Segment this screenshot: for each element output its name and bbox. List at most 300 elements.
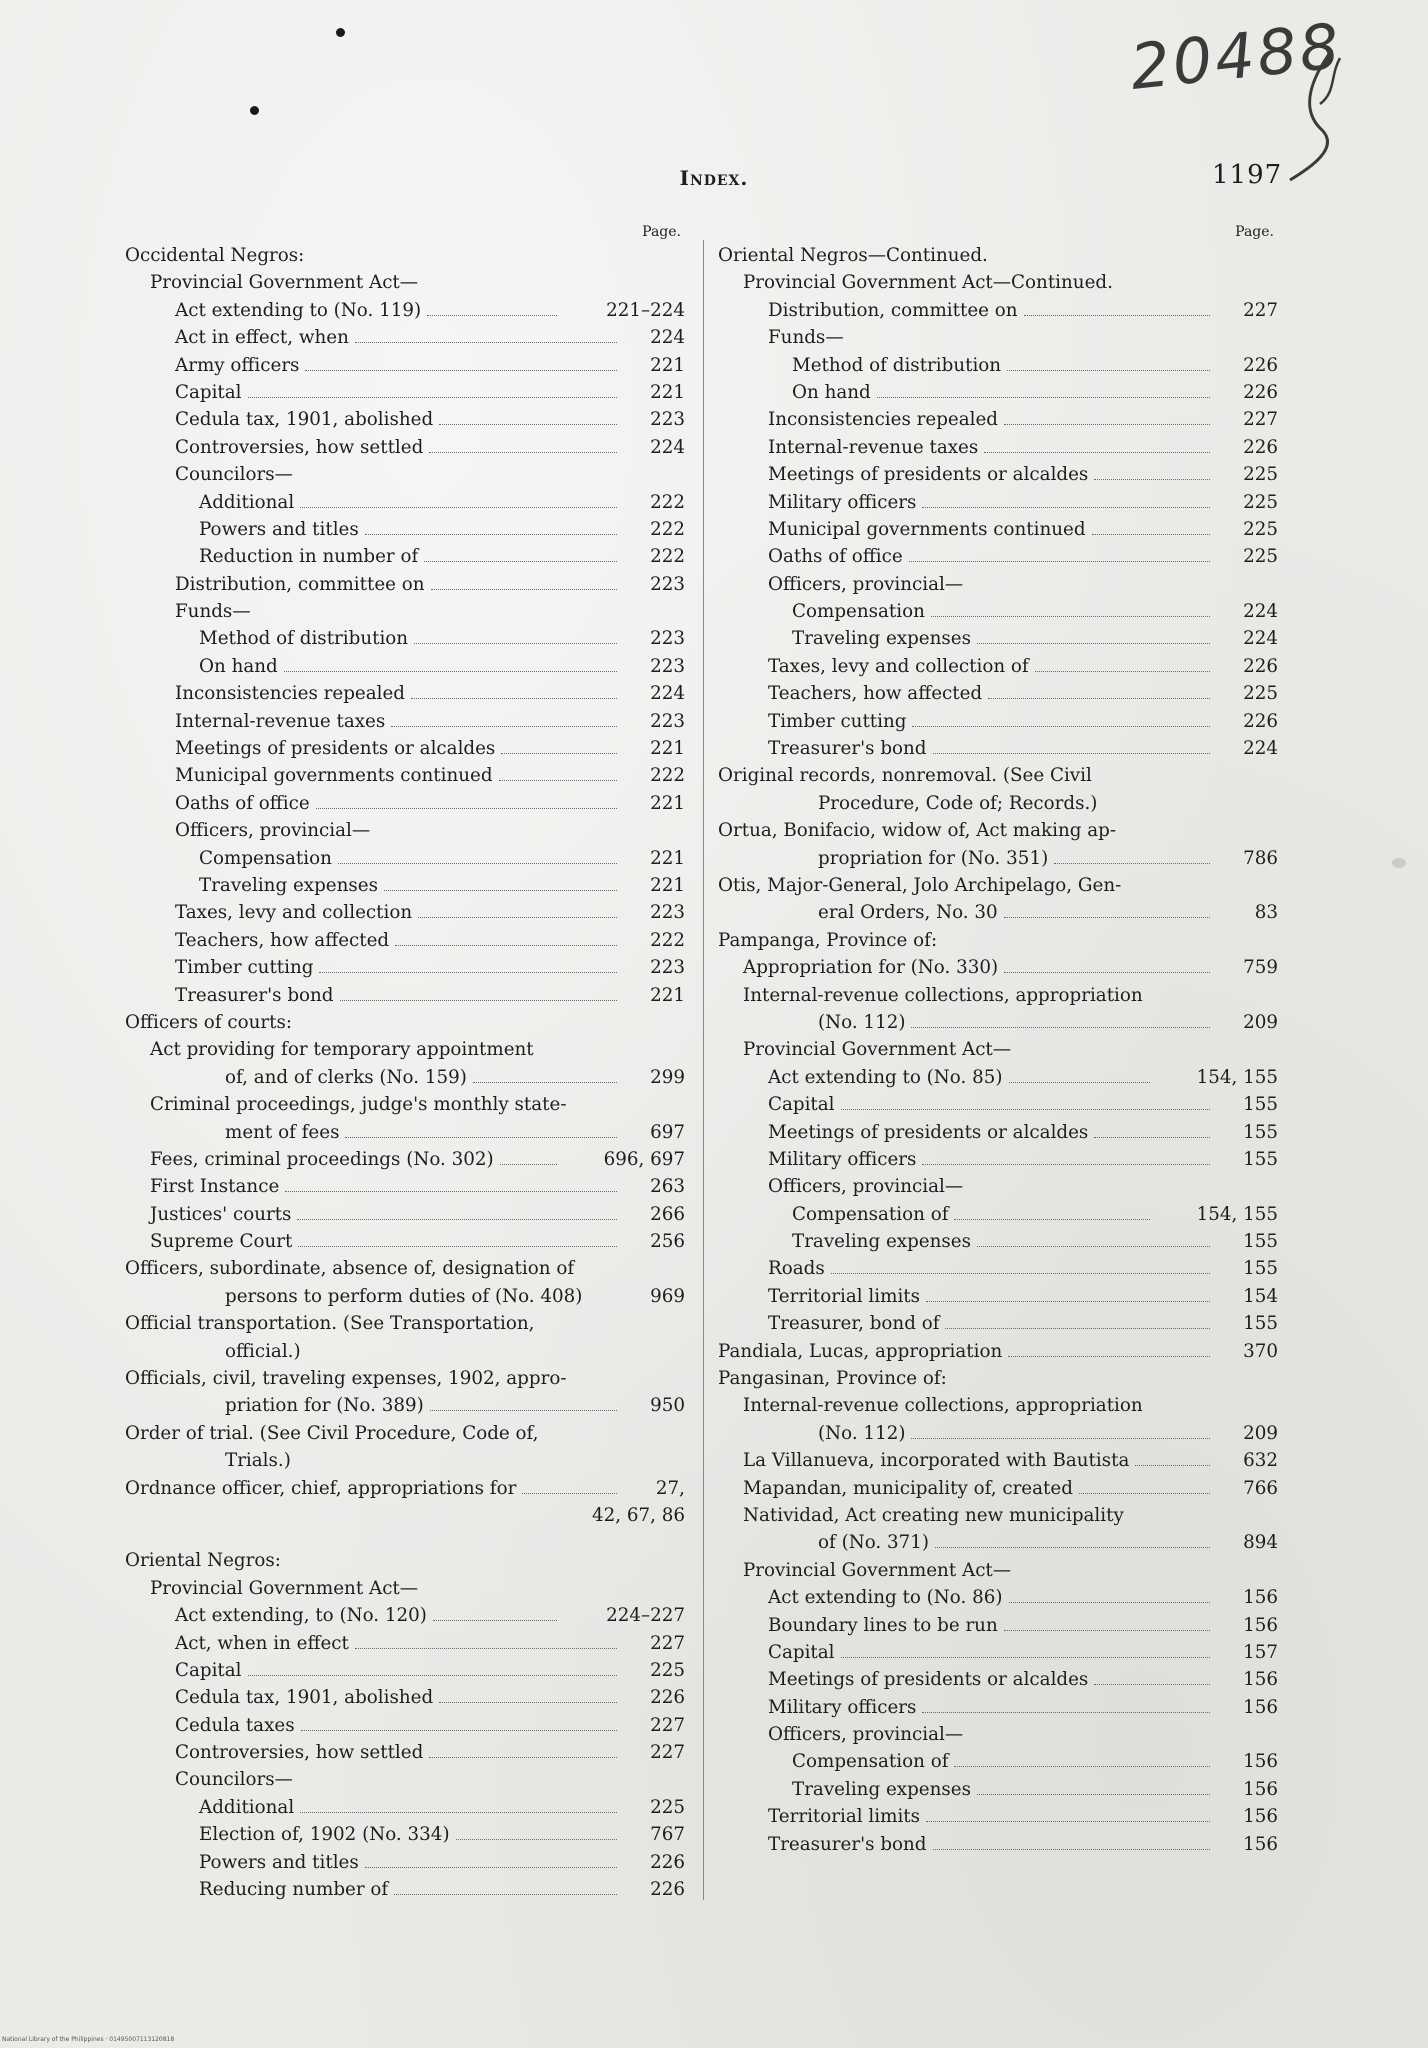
index-entry-text: Treasurer's bond	[768, 1833, 927, 1855]
index-entry-line: Otis, Major-General, Jolo Archipelago, Gen-	[718, 874, 1122, 896]
index-page-ref: 223	[650, 655, 685, 677]
index-entry	[125, 324, 685, 351]
index-entry-text: Traveling expenses	[792, 1778, 971, 1800]
index-entry-line: Original records, nonremoval. (See Civil	[718, 765, 1092, 787]
index-entry	[125, 762, 685, 789]
dot-leader	[926, 1301, 1210, 1302]
index-page-ref: 156	[1243, 1696, 1278, 1718]
dot-leader	[305, 370, 617, 371]
dot-leader	[841, 1109, 1210, 1110]
dot-leader	[977, 1794, 1210, 1795]
index-entry: Distribution, committee on 223	[175, 573, 685, 595]
dot-leader	[365, 1867, 617, 1868]
index-page-ref: 227	[1243, 409, 1278, 431]
index-page-ref: 154	[1243, 1285, 1278, 1307]
index-heading: Officers of courts:	[125, 1011, 293, 1033]
dot-leader	[1004, 1630, 1210, 1631]
index-entry-text: Election of, 1902 (No. 334)	[199, 1824, 450, 1846]
archive-note: National Library of the Philippines · 01495007113120818	[2, 2036, 175, 2043]
index-page-ref: 225	[650, 1796, 685, 1818]
index-entry-line: Official transportation. (See Transportation,	[125, 1313, 535, 1335]
index-entry-text: Act extending to (No. 86)	[768, 1587, 1003, 1609]
index-entry-text: Military officers	[768, 1696, 917, 1718]
index-entry	[718, 1831, 1278, 1858]
dot-leader	[411, 698, 617, 699]
dot-leader	[394, 1894, 617, 1895]
dot-leader	[319, 972, 617, 973]
index-entry-text: Method of distribution	[792, 354, 1002, 376]
index-page-ref: 223	[650, 957, 685, 979]
dot-leader	[841, 1657, 1210, 1658]
index-entry	[125, 379, 685, 406]
index-entry	[125, 1849, 685, 1876]
index-heading: Pampanga, Province of:	[718, 929, 938, 951]
index-entry	[125, 1794, 685, 1821]
index-entry-text: Act in effect, when	[175, 327, 349, 349]
dot-leader	[439, 1702, 617, 1703]
index-page-ref: 156	[1243, 1806, 1278, 1828]
index-page-ref: 222	[650, 546, 685, 568]
dot-leader	[1004, 424, 1210, 425]
dot-leader	[933, 753, 1210, 754]
dot-leader	[984, 452, 1210, 453]
index-entry-text: Treasurer's bond	[768, 738, 927, 760]
smudge	[1392, 858, 1406, 868]
dot-leader	[1094, 479, 1210, 480]
dot-leader	[439, 424, 617, 425]
index-subheading: Provincial Government Act—	[743, 1559, 1012, 1581]
index-page-ref: 222	[650, 765, 685, 787]
index-entry-text: On hand	[792, 381, 871, 403]
index-entry	[125, 625, 685, 652]
index-page-ref: 225	[1243, 518, 1278, 540]
index-page-ref: 221	[650, 354, 685, 376]
index-entry	[718, 1228, 1278, 1255]
index-entry-text: Fees, criminal proceedings (No. 302)	[150, 1148, 494, 1170]
index-entry-text: Additional	[199, 1796, 295, 1818]
index-entry-text: Compensation	[792, 601, 925, 623]
index-page-ref: 221	[650, 847, 685, 869]
index-entry-text: On hand	[199, 655, 278, 677]
index-subheading: Officers, provincial—	[175, 820, 371, 842]
index-entry	[125, 1201, 685, 1228]
index-heading: Pangasinan, Province of:	[718, 1368, 947, 1390]
index-entry-line: Act providing for temporary appointment	[150, 1039, 534, 1061]
index-entry-text: Boundary lines to be run	[768, 1614, 998, 1636]
index-page-ref: 155	[1243, 1148, 1278, 1170]
index-entry	[125, 954, 685, 981]
dot-leader	[429, 452, 617, 453]
handwritten-number: 20488	[1126, 9, 1346, 104]
dot-leader	[912, 726, 1210, 727]
index-entry-text: Additional	[199, 491, 295, 513]
index-entry	[718, 1694, 1278, 1721]
dot-leader	[414, 643, 617, 644]
index-page-ref: 221	[650, 984, 685, 1006]
index-entry-line: Officials, civil, traveling expenses, 1902, appro-	[125, 1368, 567, 1390]
index-entry	[718, 653, 1278, 680]
page-number: 1197	[1212, 160, 1283, 190]
index-entry	[718, 1255, 1278, 1282]
index-entry	[718, 352, 1278, 379]
dot-leader	[424, 561, 617, 562]
index-page-ref: 223	[650, 409, 685, 431]
index-page-ref: 227	[650, 1742, 685, 1764]
dot-leader	[301, 1730, 617, 1731]
dot-leader	[1094, 1684, 1210, 1685]
index-entry	[125, 872, 685, 899]
dot-leader	[284, 671, 617, 672]
index-entry-text: Territorial limits	[768, 1806, 921, 1828]
index-entry-text: Compensation	[199, 847, 332, 869]
dot-leader	[831, 1273, 1210, 1274]
index-entry-text: Oaths of office	[175, 792, 310, 814]
index-entry-text: Meetings of presidents or alcaldes	[768, 1121, 1089, 1143]
dot-leader	[384, 890, 617, 891]
index-entry-text: Controversies, how settled	[175, 1742, 424, 1764]
dot-leader	[931, 616, 1210, 617]
index-page-ref: 154, 155	[1196, 1203, 1278, 1225]
index-entry-text: Meetings of presidents or alcaldes	[175, 738, 496, 760]
index-entry	[718, 1748, 1278, 1775]
index-entry-text: Army officers	[175, 354, 300, 376]
index-entry-text: Traveling expenses	[792, 628, 971, 650]
index-entry	[718, 516, 1278, 543]
index-entry	[718, 1283, 1278, 1310]
index-entry: (No. 112) 209	[818, 1422, 1278, 1444]
index-subheading: Provincial Government Act—Continued.	[743, 272, 1113, 294]
index-page-ref: 155	[1243, 1258, 1278, 1280]
index-entry-text: Capital	[768, 1641, 835, 1663]
index-entry: eral Orders, No. 30 83	[818, 902, 1278, 924]
index-subheading: Officers, provincial—	[768, 573, 964, 595]
page-column-label: Page.	[642, 224, 681, 240]
index-entry-text: Treasurer's bond	[175, 984, 334, 1006]
index-entry	[125, 543, 685, 570]
dot-leader	[297, 1219, 617, 1220]
index-entry	[718, 598, 1278, 625]
index-entry: persons to perform duties of (No. 408) 969	[225, 1285, 685, 1307]
dot-leader	[988, 698, 1210, 699]
index-entry	[718, 406, 1278, 433]
index-entry	[125, 708, 685, 735]
index-entry-text: Military officers	[768, 491, 917, 513]
index-page-ref: 155	[1243, 1313, 1278, 1335]
index-entry	[718, 1776, 1278, 1803]
index-page-ref: 156	[1243, 1778, 1278, 1800]
index-entry-text: Cedula taxes	[175, 1714, 295, 1736]
index-entry	[125, 1712, 685, 1739]
index-entry	[125, 790, 685, 817]
index-page-ref: 226	[1243, 436, 1278, 458]
dot-leader	[922, 1164, 1210, 1165]
index-entry	[125, 352, 685, 379]
index-page-ref: 157	[1243, 1641, 1278, 1663]
index-entry: of (No. 371) 894	[818, 1532, 1278, 1554]
dot-leader	[909, 561, 1210, 562]
index-entry-text: Inconsistencies repealed	[175, 683, 406, 705]
index-entry-text: Teachers, how affected	[768, 683, 983, 705]
index-entry-text: Act extending, to (No. 120)	[175, 1605, 427, 1627]
dot-leader	[395, 945, 617, 946]
index-subheading: Provincial Government Act—	[150, 1577, 419, 1599]
index-entry	[718, 708, 1278, 735]
index-page-ref: 222	[650, 929, 685, 951]
index-subheading: Funds—	[175, 601, 251, 623]
index-entry-line: Criminal proceedings, judge's monthly state-	[150, 1094, 567, 1116]
index-entry-text: Meetings of presidents or alcaldes	[768, 464, 1089, 486]
index-entry-text: Municipal governments continued	[175, 765, 493, 787]
dot-leader	[285, 1191, 617, 1192]
dot-leader	[954, 1219, 1150, 1220]
index-entry-text: Timber cutting	[768, 710, 907, 732]
index-entry	[718, 1119, 1278, 1146]
index-page-ref: 226	[650, 1851, 685, 1873]
index-entry: propriation for (No. 351) 786	[818, 847, 1278, 869]
dot-leader	[1094, 1137, 1210, 1138]
index-page-ref: 225	[1243, 683, 1278, 705]
index-page-ref: 266	[650, 1203, 685, 1225]
index-entry	[718, 1666, 1278, 1693]
index-entry	[718, 543, 1278, 570]
index-page-ref: 226	[1243, 354, 1278, 376]
index-entry: ment of fees 697	[225, 1121, 685, 1143]
index-page-ref: 223	[650, 902, 685, 924]
index-page-ref: 224–227	[606, 1605, 685, 1627]
index-entry-text: Taxes, levy and collection	[175, 902, 413, 924]
index-entry-text: Oaths of office	[768, 546, 903, 568]
index-page-ref: 221	[650, 738, 685, 760]
index-page-ref: 224	[650, 683, 685, 705]
index-page-ref: 227	[650, 1714, 685, 1736]
column-divider	[703, 240, 704, 1900]
dot-leader	[977, 643, 1210, 644]
index-entry: priation for (No. 389) 950	[225, 1395, 685, 1417]
dot-leader	[954, 1766, 1210, 1767]
index-entry-text: Inconsistencies repealed	[768, 409, 999, 431]
index-entry	[125, 680, 685, 707]
index-page-ref: 767	[650, 1824, 685, 1846]
index-page-ref: 226	[1243, 381, 1278, 403]
index-page-ref: 222	[650, 491, 685, 513]
index-page-ref: 156	[1243, 1751, 1278, 1773]
dot-leader	[1009, 1082, 1151, 1083]
ink-dot	[336, 28, 345, 37]
index-subheading: Councilors—	[175, 1769, 293, 1791]
dot-leader	[433, 1620, 557, 1621]
dot-leader	[977, 1246, 1210, 1247]
index-entry	[125, 1821, 685, 1848]
index-subheading: Funds—	[768, 327, 844, 349]
dot-leader	[933, 1849, 1210, 1850]
index-entry-text: Powers and titles	[199, 1851, 359, 1873]
index-heading: Oriental Negros:	[125, 1550, 281, 1572]
index-subheading: Officers, provincial—	[768, 1724, 964, 1746]
index-entry-text: Act extending to (No. 85)	[768, 1066, 1003, 1088]
index-entry-text: Teachers, how affected	[175, 929, 390, 951]
index-page-ref: 225	[1243, 464, 1278, 486]
index-page-ref: 42, 67, 86	[591, 1504, 685, 1526]
ink-dot	[250, 106, 259, 115]
index-page-ref: 224	[1243, 628, 1278, 650]
index-entry	[125, 653, 685, 680]
dot-leader	[500, 1164, 557, 1165]
index-page-ref: 221	[650, 792, 685, 814]
index-page-ref: 225	[650, 1659, 685, 1681]
index-entry	[718, 1803, 1278, 1830]
index-entry	[718, 735, 1278, 762]
index-entry: Distribution, committee on 227	[768, 299, 1278, 321]
index-entry-text: Reducing number of	[199, 1879, 389, 1901]
index-entry-line: Procedure, Code of; Records.)	[818, 792, 1098, 814]
index-entry-text: Treasurer, bond of	[768, 1313, 940, 1335]
index-entry	[718, 489, 1278, 516]
index-page-ref: 226	[650, 1879, 685, 1901]
index-entry-text: Capital	[175, 1659, 242, 1681]
index-page-ref: 224	[650, 436, 685, 458]
index-entry	[125, 516, 685, 543]
index-entry: Mapandan, municipality of, created 766	[743, 1477, 1278, 1499]
index-entry-text: Justices' courts	[150, 1203, 292, 1225]
index-entry-text: Capital	[175, 381, 242, 403]
right-column	[718, 222, 1278, 1858]
index-entry-text: Act, when in effect	[175, 1632, 349, 1654]
dot-leader	[300, 507, 617, 508]
index-entry-line: Ortua, Bonifacio, widow of, Act making ap-	[718, 820, 1117, 842]
index-entry-text: Controversies, how settled	[175, 436, 424, 458]
index-entry-text: Reduction in number of	[199, 546, 419, 568]
index-page-ref: 221	[650, 874, 685, 896]
index-entry-text: Act extending to (No. 119)	[175, 299, 422, 321]
index-entry-line: Internal-revenue collections, appropriation	[743, 1395, 1143, 1417]
index-entry-text: Powers and titles	[199, 518, 359, 540]
index-entry	[125, 735, 685, 762]
index-page-ref: 156	[1243, 1587, 1278, 1609]
index-entry-text: Method of distribution	[199, 628, 409, 650]
index-entry-text: Roads	[768, 1258, 825, 1280]
index-entry-text: Military officers	[768, 1148, 917, 1170]
index-page-ref: 222	[650, 518, 685, 540]
index-entry	[125, 899, 685, 926]
index-entry	[125, 1876, 685, 1903]
dot-leader	[429, 1757, 617, 1758]
index-page-ref: 223	[650, 628, 685, 650]
index-entry-line: Officers, subordinate, absence of, designation of	[125, 1258, 575, 1280]
index-subheading: Provincial Government Act—	[150, 272, 419, 294]
index-page-ref: 226	[1243, 710, 1278, 732]
dot-leader	[418, 917, 617, 918]
index-entry	[125, 297, 685, 324]
index-entry-text: First Instance	[150, 1176, 280, 1198]
page-title: Index.	[679, 166, 749, 190]
index-page-ref: 156	[1243, 1669, 1278, 1691]
index-entry	[125, 489, 685, 516]
dot-leader	[248, 1675, 617, 1676]
index-entry-text: Traveling expenses	[199, 874, 378, 896]
index-entry	[718, 1639, 1278, 1666]
dot-leader	[877, 397, 1210, 398]
dot-leader	[300, 1812, 617, 1813]
index-entry	[718, 1584, 1278, 1611]
index-page-ref: 224	[1243, 738, 1278, 760]
index-entry	[125, 1657, 685, 1684]
dot-leader	[1009, 1602, 1211, 1603]
index-entry	[718, 1064, 1278, 1091]
dot-leader	[248, 397, 617, 398]
index-entry	[125, 982, 685, 1009]
index-entry-text: Cedula tax, 1901, abolished	[175, 409, 434, 431]
index-entry	[125, 1630, 685, 1657]
index-entry-text: Compensation of	[792, 1751, 949, 1773]
dot-leader	[340, 1000, 617, 1001]
index-entry-line: Internal-revenue collections, appropriation	[743, 984, 1143, 1006]
index-page-ref: 156	[1243, 1614, 1278, 1636]
index-entry	[718, 625, 1278, 652]
index-entry	[125, 434, 685, 461]
index-entry: Appropriation for (No. 330) 759	[743, 957, 1278, 979]
index-heading: Oriental Negros—Continued.	[718, 245, 988, 266]
index-page-ref: 225	[1243, 491, 1278, 513]
index-entry-text: Municipal governments continued	[768, 518, 1086, 540]
index-entry	[125, 927, 685, 954]
index-entry-text: Meetings of presidents or alcaldes	[768, 1669, 1089, 1691]
index-page-ref: 696, 697	[603, 1148, 685, 1170]
index-entry: Ordnance officer, chief, appropriations for 27,	[125, 1477, 685, 1499]
dot-leader	[922, 1712, 1210, 1713]
page-column-label: Page.	[1235, 224, 1274, 240]
index-page-ref: 225	[1243, 546, 1278, 568]
dot-leader	[355, 342, 617, 343]
index-page-ref: 226	[650, 1687, 685, 1709]
index-page-ref: 155	[1243, 1121, 1278, 1143]
index-entry	[718, 1612, 1278, 1639]
index-entry	[718, 1310, 1278, 1337]
dot-leader	[456, 1839, 617, 1840]
index-entry-text: Capital	[768, 1094, 835, 1116]
index-entry-text: Supreme Court	[150, 1231, 293, 1253]
index-entry-text: Internal-revenue taxes	[175, 710, 386, 732]
dot-leader	[355, 1648, 617, 1649]
index-entry	[125, 1228, 685, 1255]
index-entry	[718, 434, 1278, 461]
index-entry	[718, 1091, 1278, 1118]
index-entry	[125, 1146, 685, 1173]
index-entry-text: Compensation of	[792, 1203, 949, 1225]
dot-leader	[926, 1821, 1210, 1822]
index-entry-line: Order of trial. (See Civil Procedure, Code of,	[125, 1422, 539, 1444]
index-entry	[125, 1739, 685, 1766]
left-column	[125, 222, 685, 1903]
index-page-ref: 155	[1243, 1231, 1278, 1253]
index-page-ref: 227	[650, 1632, 685, 1654]
index-entry	[718, 379, 1278, 406]
index-page-ref: 256	[650, 1231, 685, 1253]
index-entry-text: Taxes, levy and collection of	[768, 655, 1029, 677]
index-page-ref: 156	[1243, 1833, 1278, 1855]
index-entry-line: Trials.)	[225, 1450, 291, 1472]
index-entry-line: official.)	[225, 1340, 301, 1362]
index-page-ref: 263	[650, 1176, 685, 1198]
dot-leader	[1035, 671, 1210, 672]
dot-leader	[427, 315, 557, 316]
index-entry-text: Territorial limits	[768, 1285, 921, 1307]
index-entry: (No. 112) 209	[818, 1011, 1278, 1033]
index-entry-text: Timber cutting	[175, 957, 314, 979]
index-entry-text: Internal-revenue taxes	[768, 436, 979, 458]
index-entry	[125, 406, 685, 433]
dot-leader	[1092, 534, 1210, 535]
index-entry	[125, 1602, 685, 1629]
